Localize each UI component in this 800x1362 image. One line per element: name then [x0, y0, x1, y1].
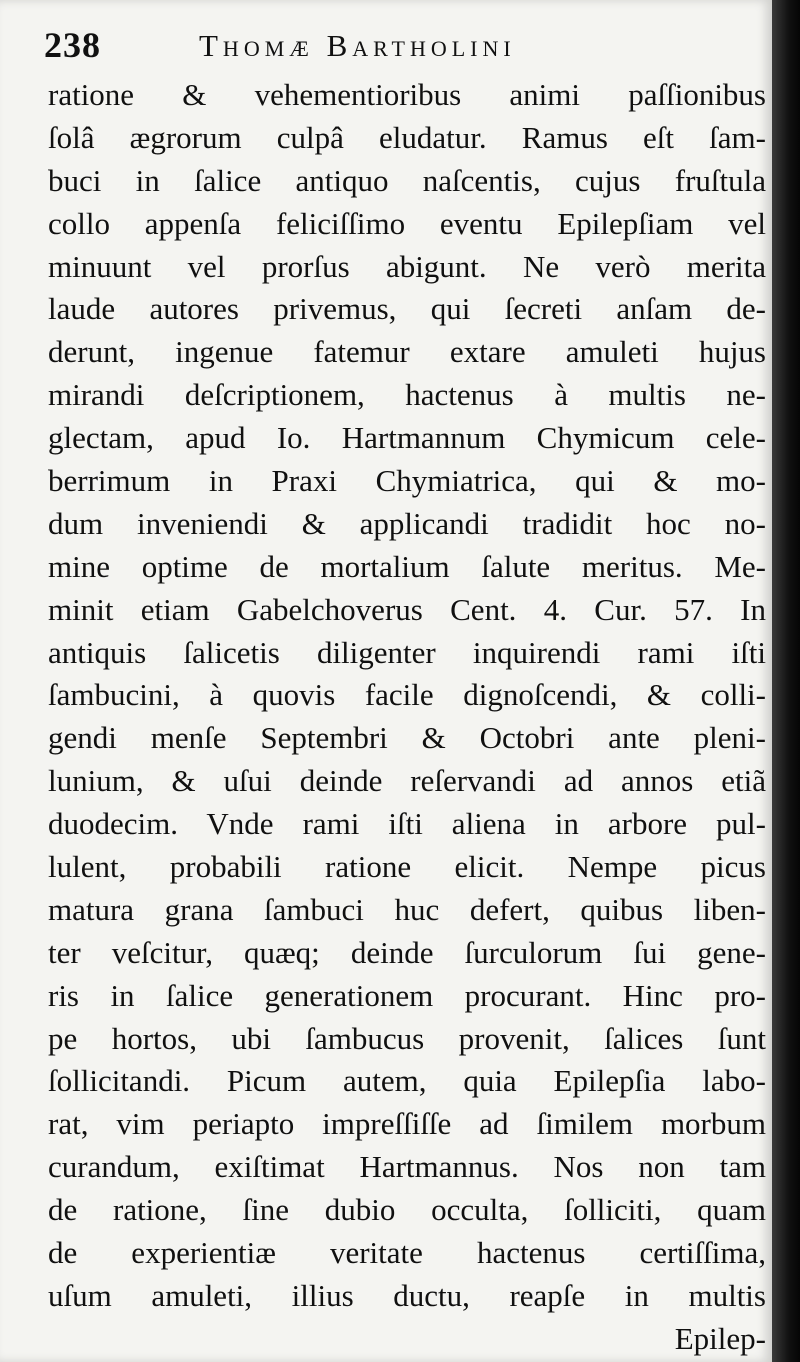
- text-line: berrimum in Praxi Chymiatrica, qui & mo-: [48, 463, 766, 499]
- text-line: de ratione, ſine dubio occulta, ſolliciti, quam: [48, 1192, 766, 1228]
- book-gutter-shadow: [772, 0, 800, 1362]
- page-header: [44, 22, 764, 70]
- body-text: [48, 74, 766, 1361]
- text-line: ter veſcitur, quæq; deinde ſurculorum ſui gene-: [48, 934, 766, 970]
- text-line: uſum amuleti, illius ductu, reapſe in multis: [48, 1277, 766, 1313]
- text-line: ſollicitandi. Picum autem, quia Epilepſia labo-: [48, 1063, 766, 1099]
- text-line: dum inveniendi & applicandi tradidit hoc no-: [48, 505, 766, 541]
- text-line: duodecim. Vnde rami iſti aliena in arbore pul-: [48, 806, 766, 842]
- text-line: gendi menſe Septembri & Octobri ante pleni-: [48, 720, 766, 756]
- text-line: ſolâ ægrorum culpâ eludatur. Ramus eſt ſam-: [48, 119, 766, 155]
- text-line: minuunt vel prorſus abigunt. Ne verò merita: [48, 248, 766, 284]
- text-line: ris in ſalice generationem procurant. Hinc pro-: [48, 977, 766, 1013]
- text-line: lulent, probabili ratione elicit. Nempe picus: [48, 849, 766, 885]
- text-line: laude autores privemus, qui ſecreti anſam de-: [48, 291, 766, 327]
- text-line: minit etiam Gabelchoverus Cent. 4. Cur. 57. In: [48, 591, 766, 627]
- text-line: buci in ſalice antiquo naſcentis, cujus fruſtula: [48, 162, 766, 198]
- text-line: mirandi deſcriptionem, hactenus à multis ne-: [48, 377, 766, 413]
- catchword: Epilep-: [674, 1320, 766, 1356]
- text-line: antiquis ſalicetis diligenter inquirendi rami iſti: [48, 634, 766, 670]
- text-line: pe hortos, ubi ſambucus provenit, ſalices ſunt: [48, 1020, 766, 1056]
- text-line: curandum, exiſtimat Hartmannus. Nos non tam: [48, 1149, 766, 1185]
- text-line: lunium, & uſui deinde reſervandi ad annos etiã: [48, 763, 766, 799]
- text-line: collo appenſa feliciſſimo eventu Epilepſiam vel: [48, 205, 766, 241]
- text-line: rat, vim periapto impreſſiſſe ad ſimilem morbum: [48, 1106, 766, 1142]
- running-head: Thomæ Bartholini: [199, 28, 516, 63]
- page-number: 238: [44, 25, 101, 65]
- text-line: matura grana ſambuci huc defert, quibus liben-: [48, 891, 766, 927]
- text-line: ſambucini, à quovis facile dignoſcendi, & colli-: [48, 677, 766, 713]
- text-line: de experientiæ veritate hactenus certiſſima,: [48, 1235, 766, 1271]
- text-line: mine optime de mortalium ſalute meritus. Me-: [48, 548, 766, 584]
- text-line: ratione & vehementioribus animi paſſionibus: [48, 77, 766, 112]
- text-line: glectam, apud Io. Hartmannum Chymicum cele-: [48, 420, 766, 456]
- text-line: derunt, ingenue fatemur extare amuleti hujus: [48, 334, 766, 370]
